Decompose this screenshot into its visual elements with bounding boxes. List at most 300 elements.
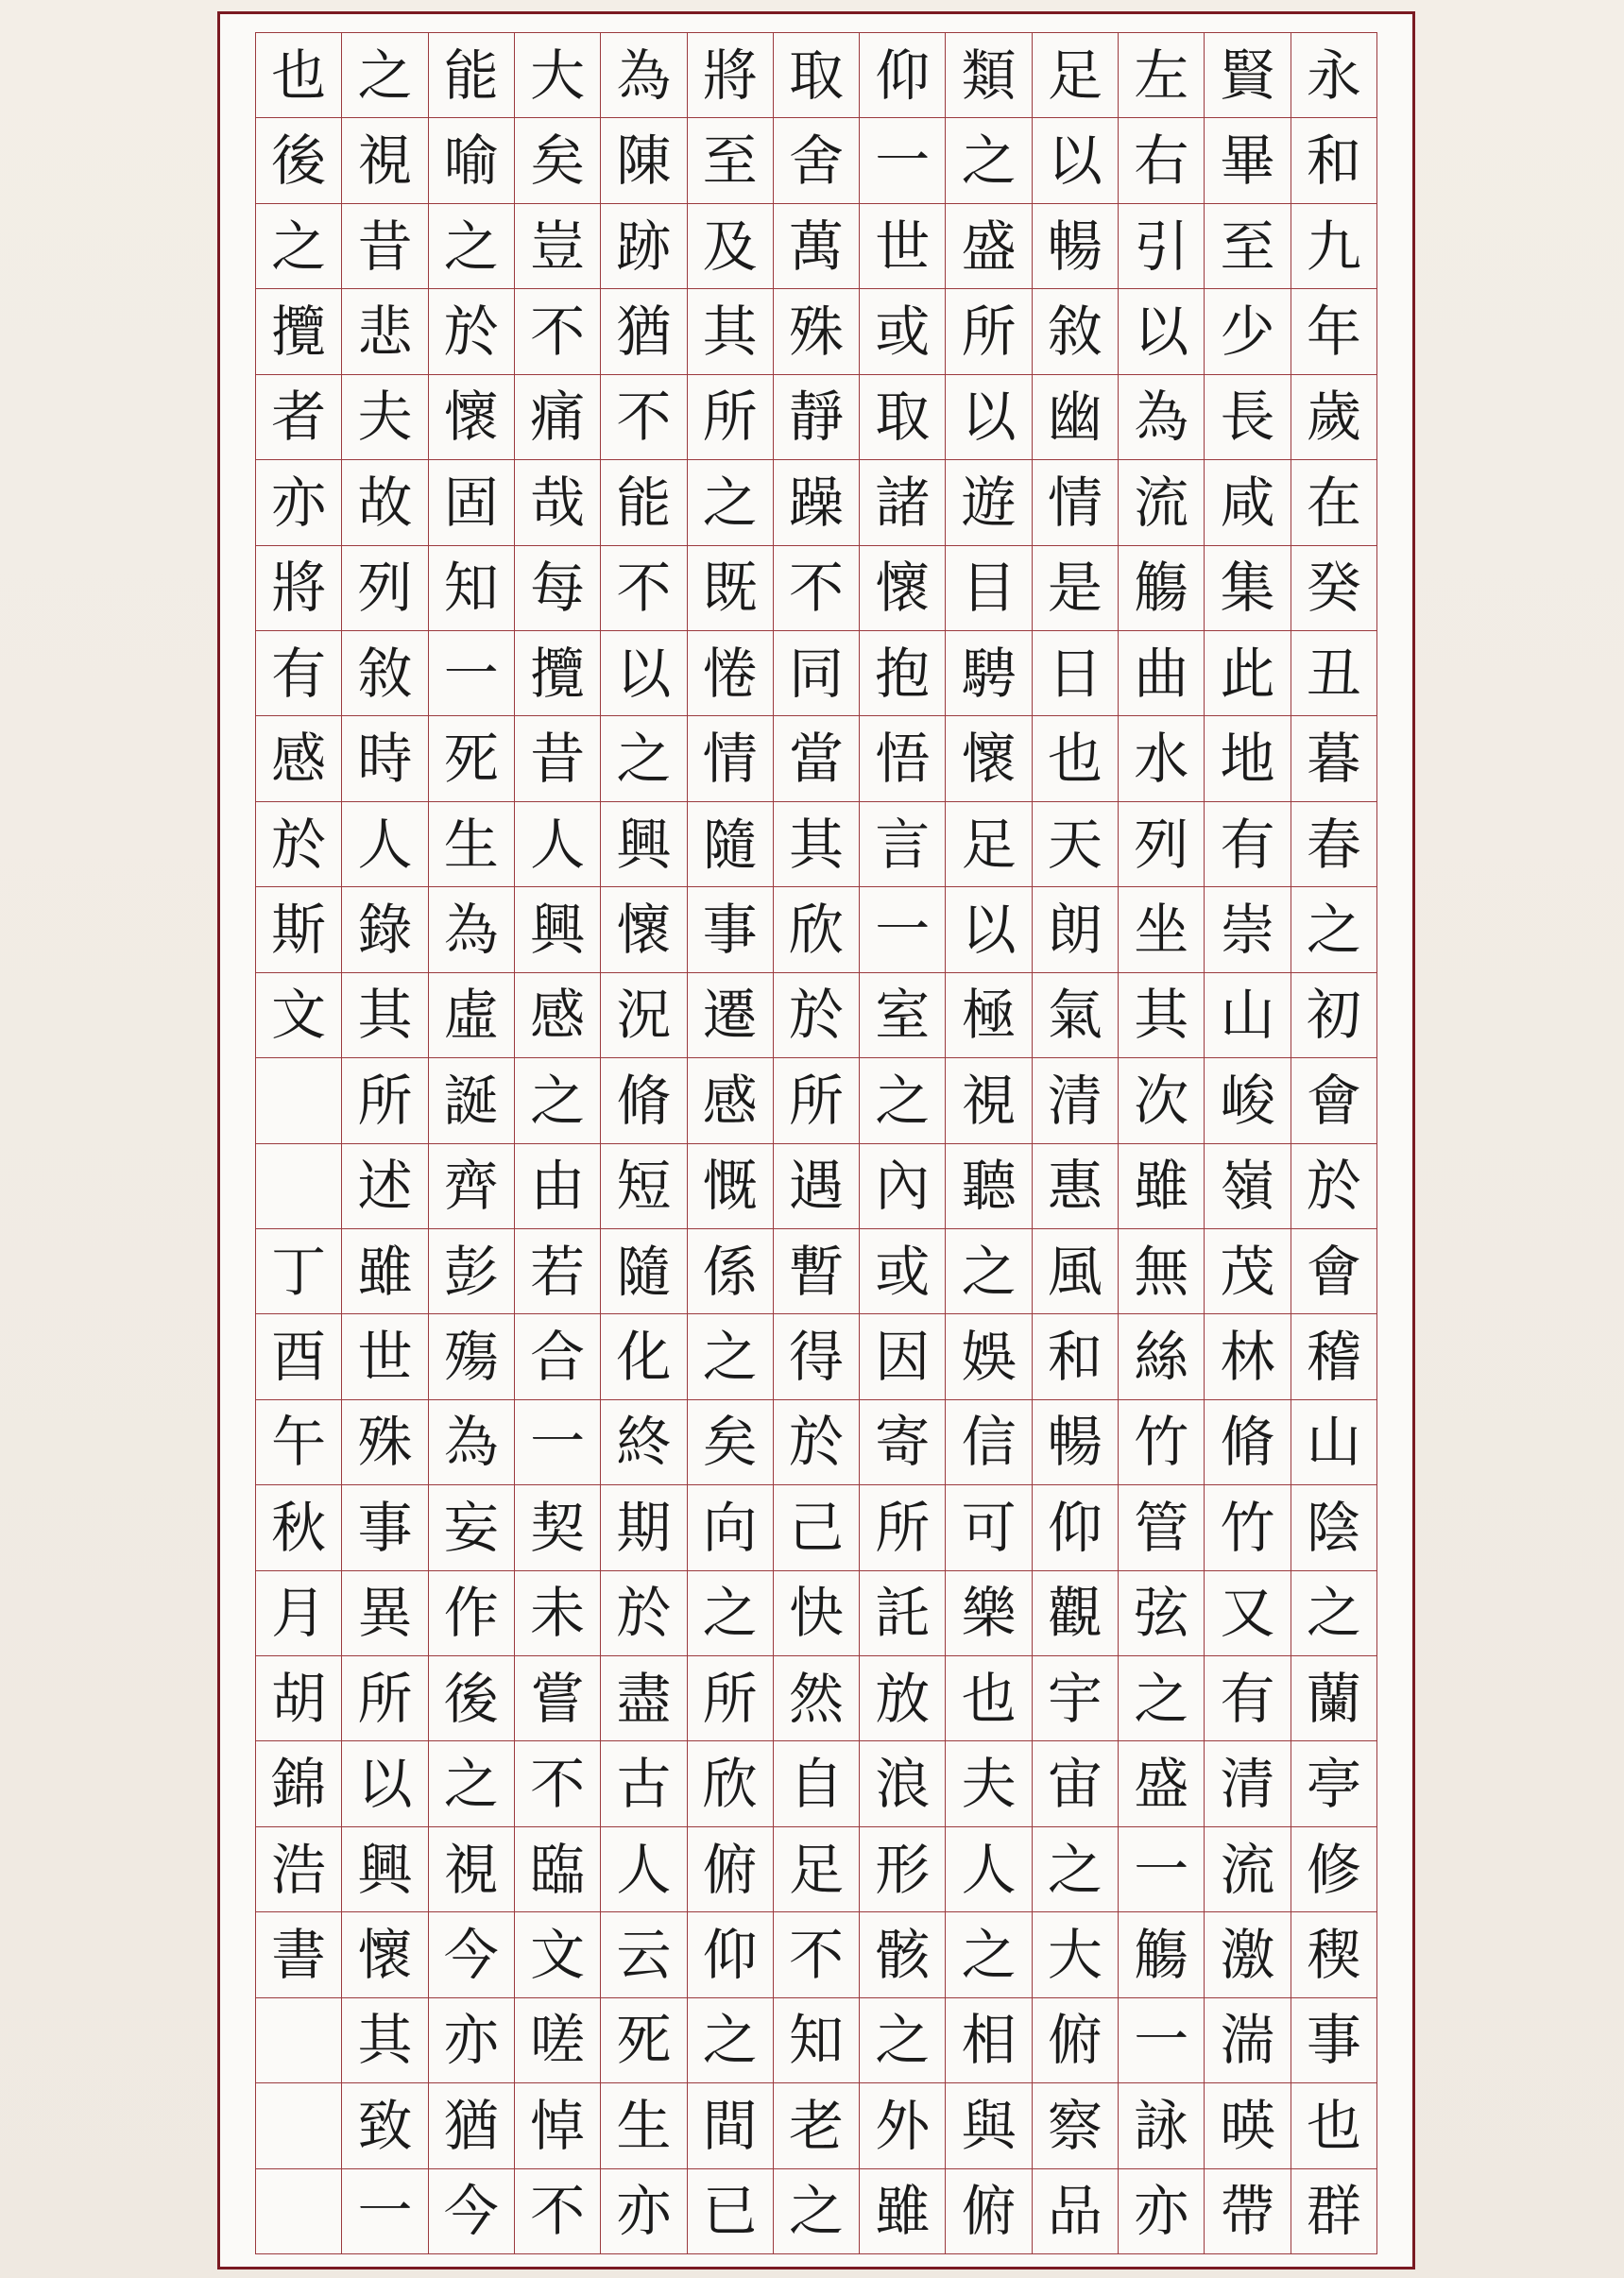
grid-cell: 九: [1291, 204, 1377, 289]
grid-cell: 歲: [1291, 375, 1377, 460]
grid-cell: 興: [342, 1827, 428, 1912]
grid-cell: 之: [688, 1571, 774, 1656]
grid-cell: 列: [342, 546, 428, 631]
grid-cell: 諸: [860, 460, 946, 545]
grid-cell: 癸: [1291, 546, 1377, 631]
grid-cell: 陳: [601, 118, 687, 203]
grid-cell: 隨: [688, 802, 774, 887]
grid-cell: 風: [1033, 1229, 1119, 1314]
grid-cell: 情: [1033, 460, 1119, 545]
grid-cell: 得: [774, 1314, 860, 1399]
grid-cell: 事: [342, 1485, 428, 1570]
grid-cell: 其: [774, 802, 860, 887]
grid-cell: 所: [342, 1058, 428, 1143]
grid-cell: 之: [1291, 1571, 1377, 1656]
grid-cell: 之: [1033, 1827, 1119, 1912]
grid-cell: 哉: [515, 460, 601, 545]
grid-cell: 一: [1119, 1827, 1205, 1912]
grid-cell: 骸: [860, 1912, 946, 1997]
grid-cell: 流: [1119, 460, 1205, 545]
grid-cell: 在: [1291, 460, 1377, 545]
grid-cell: 興: [515, 887, 601, 972]
grid-cell: 坐: [1119, 887, 1205, 972]
grid-cell: 短: [601, 1144, 687, 1229]
grid-cell: 事: [1291, 1998, 1377, 2083]
grid-cell: 信: [946, 1400, 1032, 1485]
grid-cell: 可: [946, 1485, 1032, 1570]
grid-cell: 其: [342, 973, 428, 1058]
grid-cell: 亦: [601, 2169, 687, 2254]
grid-cell: 有: [1205, 1656, 1291, 1741]
grid-cell: 亦: [256, 460, 342, 545]
grid-cell: 娛: [946, 1314, 1032, 1399]
grid-cell: 之: [860, 1998, 946, 2083]
grid-cell: 嗟: [515, 1998, 601, 2083]
grid-cell: 又: [1205, 1571, 1291, 1656]
grid-cell: 或: [860, 289, 946, 374]
grid-cell: 朗: [1033, 887, 1119, 972]
grid-cell: 室: [860, 973, 946, 1058]
grid-cell: 長: [1205, 375, 1291, 460]
grid-cell: 之: [860, 1058, 946, 1143]
grid-cell: 雖: [342, 1229, 428, 1314]
grid-cell: 不: [601, 546, 687, 631]
grid-cell: 遷: [688, 973, 774, 1058]
grid-cell: 咸: [1205, 460, 1291, 545]
grid-cell: 酉: [256, 1314, 342, 1399]
grid-cell: 雖: [860, 2169, 946, 2254]
grid-cell: 不: [515, 1741, 601, 1826]
grid-cell: 胡: [256, 1656, 342, 1741]
grid-cell: 況: [601, 973, 687, 1058]
grid-cell: 世: [860, 204, 946, 289]
grid-cell: 丁: [256, 1229, 342, 1314]
grid-cell: 臨: [515, 1827, 601, 1912]
grid-cell: 幽: [1033, 375, 1119, 460]
grid-cell: 於: [774, 1400, 860, 1485]
grid-cell: 躁: [774, 460, 860, 545]
grid-cell: 有: [256, 631, 342, 716]
grid-cell: 遊: [946, 460, 1032, 545]
grid-cell: 清: [1205, 1741, 1291, 1826]
grid-cell: 間: [688, 2083, 774, 2168]
grid-cell: 殊: [342, 1400, 428, 1485]
grid-cell: 水: [1119, 716, 1205, 801]
grid-cell: 暢: [1033, 204, 1119, 289]
grid-cell: 年: [1291, 289, 1377, 374]
grid-cell: 欣: [774, 887, 860, 972]
grid-cell: 欣: [688, 1741, 774, 1826]
grid-cell: 興: [601, 802, 687, 887]
grid-cell: 修: [1291, 1827, 1377, 1912]
grid-cell: 固: [429, 460, 515, 545]
grid-cell: 悲: [342, 289, 428, 374]
grid-cell: 已: [688, 2169, 774, 2254]
grid-cell: 茂: [1205, 1229, 1291, 1314]
grid-cell: 快: [774, 1571, 860, 1656]
grid-cell: 騁: [946, 631, 1032, 716]
grid-cell: 懷: [342, 1912, 428, 1997]
grid-cell: 仰: [860, 33, 946, 118]
grid-cell: 言: [860, 802, 946, 887]
grid-cell: 知: [774, 1998, 860, 2083]
grid-cell: 矣: [515, 118, 601, 203]
grid-cell: 夫: [342, 375, 428, 460]
grid-cell: 觴: [1119, 1912, 1205, 1997]
grid-cell: 以: [1119, 289, 1205, 374]
grid-cell: 述: [342, 1144, 428, 1229]
grid-cell: 山: [1205, 973, 1291, 1058]
grid-cell: 己: [774, 1485, 860, 1570]
grid-cell: 於: [601, 1571, 687, 1656]
grid-cell: 能: [429, 33, 515, 118]
grid-cell: 於: [429, 289, 515, 374]
grid-cell: 俯: [946, 2169, 1032, 2254]
grid-cell: 齊: [429, 1144, 515, 1229]
grid-cell: 丑: [1291, 631, 1377, 716]
grid-cell: 賢: [1205, 33, 1291, 118]
grid-cell: 視: [429, 1827, 515, 1912]
grid-cell: 次: [1119, 1058, 1205, 1143]
grid-cell: 不: [774, 546, 860, 631]
grid-cell: 林: [1205, 1314, 1291, 1399]
grid-cell: 之: [429, 1741, 515, 1826]
grid-cell: 跡: [601, 204, 687, 289]
grid-cell: 之: [1119, 1656, 1205, 1741]
grid-cell: 秋: [256, 1485, 342, 1570]
grid-cell: 期: [601, 1485, 687, 1570]
grid-cell: 列: [1119, 802, 1205, 887]
grid-cell: 清: [1033, 1058, 1119, 1143]
grid-cell: 以: [946, 375, 1032, 460]
grid-cell: 不: [601, 375, 687, 460]
grid-cell: 外: [860, 2083, 946, 2168]
grid-cell: 激: [1205, 1912, 1291, 1997]
grid-cell: 集: [1205, 546, 1291, 631]
grid-cell: 人: [342, 802, 428, 887]
grid-cell: 事: [688, 887, 774, 972]
grid-cell: 曲: [1119, 631, 1205, 716]
grid-cell: 之: [342, 33, 428, 118]
grid-cell: 春: [1291, 802, 1377, 887]
grid-cell: 之: [946, 1229, 1032, 1314]
grid-cell: 一: [1119, 1998, 1205, 2083]
grid-cell: 懷: [601, 887, 687, 972]
grid-cell: 以: [946, 887, 1032, 972]
grid-cell: 少: [1205, 289, 1291, 374]
grid-cell: 化: [601, 1314, 687, 1399]
grid-cell: 俯: [1033, 1998, 1119, 2083]
grid-cell: 無: [1119, 1229, 1205, 1314]
grid-cell: 觀: [1033, 1571, 1119, 1656]
grid-cell: 暢: [1033, 1400, 1119, 1485]
grid-cell: 視: [342, 118, 428, 203]
grid-cell: 類: [946, 33, 1032, 118]
grid-cell: 每: [515, 546, 601, 631]
grid-cell: 感: [688, 1058, 774, 1143]
grid-cell: 人: [515, 802, 601, 887]
grid-cell: 惓: [688, 631, 774, 716]
grid-cell: 云: [601, 1912, 687, 1997]
grid-cell: 之: [946, 1912, 1032, 1997]
grid-cell: 文: [256, 973, 342, 1058]
grid-cell: 於: [1291, 1144, 1377, 1229]
grid-cell: 浩: [256, 1827, 342, 1912]
grid-cell: 竹: [1119, 1400, 1205, 1485]
grid-cell: 之: [601, 716, 687, 801]
grid-cell: 彭: [429, 1229, 515, 1314]
calligraphy-sheet: [217, 11, 1415, 2269]
grid-cell: 矣: [688, 1400, 774, 1485]
grid-cell: 一: [515, 1400, 601, 1485]
grid-cell: 人: [946, 1827, 1032, 1912]
grid-cell: 之: [946, 118, 1032, 203]
grid-cell: 嘗: [515, 1656, 601, 1741]
grid-cell: 內: [860, 1144, 946, 1229]
grid-cell: 猶: [601, 289, 687, 374]
grid-cell: 至: [688, 118, 774, 203]
grid-cell: 和: [1291, 118, 1377, 203]
grid-cell: 以: [1033, 118, 1119, 203]
grid-cell: 萬: [774, 204, 860, 289]
grid-cell: 一: [429, 631, 515, 716]
grid-cell: 仰: [1033, 1485, 1119, 1570]
grid-cell: 陰: [1291, 1485, 1377, 1570]
grid-cell: 其: [688, 289, 774, 374]
grid-cell: 其: [342, 1998, 428, 2083]
grid-cell: 盛: [1119, 1741, 1205, 1826]
grid-cell: 死: [429, 716, 515, 801]
grid-cell: 初: [1291, 973, 1377, 1058]
grid-cell: 情: [688, 716, 774, 801]
grid-cell: 生: [601, 2083, 687, 2168]
grid-cell: 宇: [1033, 1656, 1119, 1741]
grid-cell: 後: [256, 118, 342, 203]
grid-cell: 雖: [1119, 1144, 1205, 1229]
grid-cell: 猶: [429, 2083, 515, 2168]
grid-cell: 以: [342, 1741, 428, 1826]
grid-cell: 午: [256, 1400, 342, 1485]
grid-cell: 聽: [946, 1144, 1032, 1229]
grid-cell: 契: [515, 1485, 601, 1570]
grid-cell: 將: [688, 33, 774, 118]
grid-cell: 世: [342, 1314, 428, 1399]
grid-cell: 大: [1033, 1912, 1119, 1997]
grid-cell: 是: [1033, 546, 1119, 631]
grid-cell: 敘: [342, 631, 428, 716]
grid-cell: 異: [342, 1571, 428, 1656]
grid-cell: 寄: [860, 1400, 946, 1485]
grid-cell: 崇: [1205, 887, 1291, 972]
grid-cell: 宙: [1033, 1741, 1119, 1826]
grid-cell: 夫: [946, 1741, 1032, 1826]
grid-cell: 盡: [601, 1656, 687, 1741]
grid-cell: [256, 1144, 342, 1229]
grid-cell: 足: [774, 1827, 860, 1912]
grid-cell: 所: [688, 1656, 774, 1741]
grid-cell: 湍: [1205, 1998, 1291, 2083]
character-grid: [255, 32, 1377, 2254]
grid-cell: 之: [774, 2169, 860, 2254]
grid-cell: 慨: [688, 1144, 774, 1229]
grid-cell: 大: [515, 33, 601, 118]
grid-cell: 目: [946, 546, 1032, 631]
grid-cell: 以: [601, 631, 687, 716]
grid-cell: 其: [1119, 973, 1205, 1058]
grid-cell: 抱: [860, 631, 946, 716]
grid-cell: 永: [1291, 33, 1377, 118]
grid-cell: 殤: [429, 1314, 515, 1399]
grid-cell: 人: [601, 1827, 687, 1912]
grid-cell: 古: [601, 1741, 687, 1826]
grid-cell: 將: [256, 546, 342, 631]
grid-cell: 妄: [429, 1485, 515, 1570]
grid-cell: 及: [688, 204, 774, 289]
grid-cell: 未: [515, 1571, 601, 1656]
grid-cell: 群: [1291, 2169, 1377, 2254]
grid-cell: 之: [1291, 887, 1377, 972]
grid-cell: 之: [515, 1058, 601, 1143]
grid-cell: 向: [688, 1485, 774, 1570]
grid-cell: 時: [342, 716, 428, 801]
grid-cell: 錦: [256, 1741, 342, 1826]
grid-cell: 嶺: [1205, 1144, 1291, 1229]
grid-cell: 遇: [774, 1144, 860, 1229]
grid-cell: 殊: [774, 289, 860, 374]
grid-cell: 左: [1119, 33, 1205, 118]
grid-cell: [256, 2083, 342, 2168]
grid-cell: 弦: [1119, 1571, 1205, 1656]
grid-cell: 同: [774, 631, 860, 716]
grid-cell: 觴: [1119, 546, 1205, 631]
grid-cell: 斯: [256, 887, 342, 972]
grid-cell: 攬: [256, 289, 342, 374]
grid-cell: 流: [1205, 1827, 1291, 1912]
grid-cell: 右: [1119, 118, 1205, 203]
grid-cell: 取: [860, 375, 946, 460]
grid-cell: 會: [1291, 1058, 1377, 1143]
grid-cell: 所: [688, 375, 774, 460]
grid-cell: 虛: [429, 973, 515, 1058]
grid-cell: 蘭: [1291, 1656, 1377, 1741]
grid-cell: 若: [515, 1229, 601, 1314]
grid-cell: 會: [1291, 1229, 1377, 1314]
grid-cell: 當: [774, 716, 860, 801]
grid-cell: 稽: [1291, 1314, 1377, 1399]
grid-cell: 放: [860, 1656, 946, 1741]
grid-cell: 竹: [1205, 1485, 1291, 1570]
grid-cell: 致: [342, 2083, 428, 2168]
grid-cell: 絲: [1119, 1314, 1205, 1399]
grid-cell: 自: [774, 1741, 860, 1826]
grid-cell: 與: [946, 2083, 1032, 2168]
grid-cell: 相: [946, 1998, 1032, 2083]
grid-cell: 也: [1033, 716, 1119, 801]
grid-cell: 之: [688, 1998, 774, 2083]
grid-cell: 敘: [1033, 289, 1119, 374]
grid-cell: 脩: [1205, 1400, 1291, 1485]
grid-cell: 所: [342, 1656, 428, 1741]
grid-cell: 為: [429, 1400, 515, 1485]
grid-cell: 痛: [515, 375, 601, 460]
grid-cell: 於: [256, 802, 342, 887]
grid-cell: 仰: [688, 1912, 774, 1997]
grid-cell: 之: [688, 1314, 774, 1399]
grid-cell: 不: [515, 2169, 601, 2254]
grid-cell: 峻: [1205, 1058, 1291, 1143]
grid-cell: 懷: [946, 716, 1032, 801]
grid-cell: 既: [688, 546, 774, 631]
grid-cell: 因: [860, 1314, 946, 1399]
grid-cell: 所: [860, 1485, 946, 1570]
grid-cell: 誕: [429, 1058, 515, 1143]
grid-cell: 也: [946, 1656, 1032, 1741]
grid-cell: 為: [601, 33, 687, 118]
grid-cell: 於: [774, 973, 860, 1058]
grid-cell: 足: [946, 802, 1032, 887]
grid-cell: 暮: [1291, 716, 1377, 801]
grid-cell: 亦: [429, 1998, 515, 2083]
grid-cell: 託: [860, 1571, 946, 1656]
grid-cell: 之: [256, 204, 342, 289]
grid-cell: 懷: [860, 546, 946, 631]
grid-cell: 不: [515, 289, 601, 374]
grid-cell: 死: [601, 1998, 687, 2083]
grid-cell: 然: [774, 1656, 860, 1741]
grid-cell: 山: [1291, 1400, 1377, 1485]
grid-cell: 豈: [515, 204, 601, 289]
grid-cell: 靜: [774, 375, 860, 460]
grid-cell: 懷: [429, 375, 515, 460]
grid-cell: 俯: [688, 1827, 774, 1912]
grid-cell: 今: [429, 1912, 515, 1997]
grid-cell: 樂: [946, 1571, 1032, 1656]
grid-cell: 係: [688, 1229, 774, 1314]
grid-cell: 有: [1205, 802, 1291, 887]
grid-cell: 日: [1033, 631, 1119, 716]
grid-cell: 之: [688, 460, 774, 545]
grid-cell: 隨: [601, 1229, 687, 1314]
grid-cell: 後: [429, 1656, 515, 1741]
grid-cell: 喻: [429, 118, 515, 203]
grid-cell: 視: [946, 1058, 1032, 1143]
grid-cell: 形: [860, 1827, 946, 1912]
grid-cell: 錄: [342, 887, 428, 972]
grid-cell: 此: [1205, 631, 1291, 716]
grid-cell: 今: [429, 2169, 515, 2254]
grid-cell: 一: [860, 118, 946, 203]
grid-cell: [256, 1998, 342, 2083]
grid-cell: 引: [1119, 204, 1205, 289]
grid-cell: 或: [860, 1229, 946, 1314]
grid-cell: 盛: [946, 204, 1032, 289]
grid-cell: 作: [429, 1571, 515, 1656]
grid-cell: 暎: [1205, 2083, 1291, 2168]
grid-cell: 亭: [1291, 1741, 1377, 1826]
grid-cell: 不: [774, 1912, 860, 1997]
grid-cell: 亦: [1119, 2169, 1205, 2254]
grid-cell: 月: [256, 1571, 342, 1656]
grid-cell: 畢: [1205, 118, 1291, 203]
grid-cell: 老: [774, 2083, 860, 2168]
grid-cell: 察: [1033, 2083, 1119, 2168]
grid-cell: 足: [1033, 33, 1119, 118]
grid-cell: 稧: [1291, 1912, 1377, 1997]
grid-cell: 故: [342, 460, 428, 545]
grid-cell: 管: [1119, 1485, 1205, 1570]
grid-cell: 一: [342, 2169, 428, 2254]
grid-cell: 感: [256, 716, 342, 801]
